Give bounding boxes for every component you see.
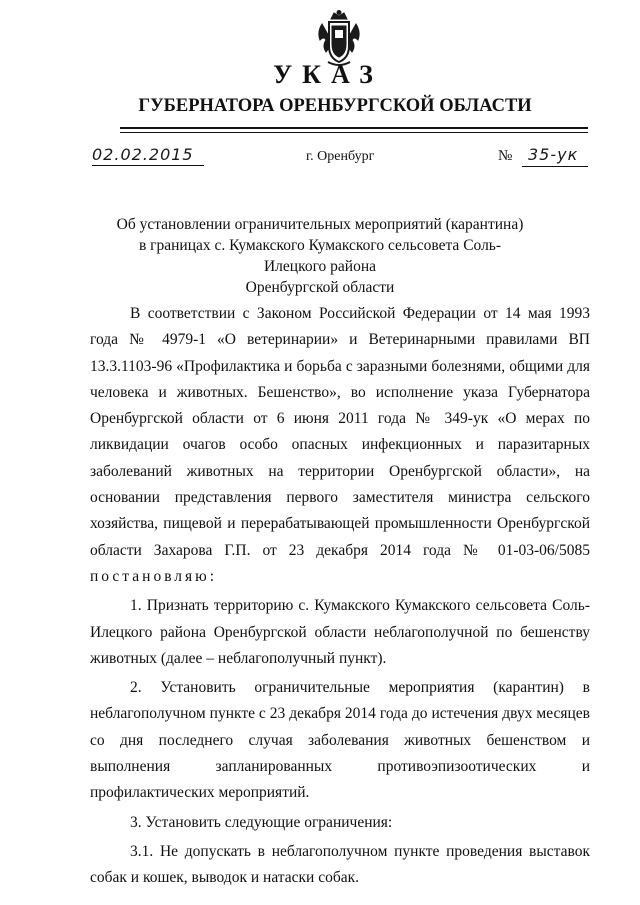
- number-sign: №: [498, 148, 513, 164]
- decree-date-field: [92, 145, 204, 166]
- clause-3-paragraph: 3. Установить следующие ограничения:: [130, 813, 393, 831]
- decree-body: [90, 301, 590, 892]
- clause-2-paragraph: 2. Установить ограничительные мероприятия (карантин) в неблагополучном пункте с 23 декабря 2014 года до истечения двух месяцев со дня последнего случая заболевания животных бешенством и выполнения запланированных противоэпизоотических и профилактических мероприятий.: [90, 679, 590, 802]
- clause-3-1-paragraph: 3.1. Не допускать в неблагополучном пункте проведения выставок собак и кошек, выводок и натаски собак.: [90, 842, 590, 887]
- heading-line-2: в границах с. Кумакского Кумакского сельсовета Соль-Илецкого района: [138, 237, 502, 275]
- number-underline: [522, 166, 588, 167]
- header-rule-thin: [120, 132, 588, 133]
- clause-1-paragraph: 1. Признать территорию с. Кумакского Кумакского сельсовета Соль-Илецкого района Оренбургской области неблагополучной по бешенству животных (далее – неблагополучный пункт).: [90, 597, 590, 667]
- preamble-text: В соответствии с Законом Российской Федерации от 14 мая 1993 года № 4979-1 «О ветеринарии» и Ветеринарными правилами ВП 13.3.1103-96 «Профилактика и борьба с заразными болезнями, общими для человека и животных. Бешенство», во исполнение указа Губернатора Оренбургской области от 6 июня 2011 года № 349-ук «О мерах по ликвидации очагов особо опасных инфекционных и паразитарных заболеваний животных на территории Оренбургской области», на основании представления первого заместителя министра сельского хозяйства, пищевой и перерабатывающей промышленности Оренбургской области Захарова Г.П. от 23 декабря 2014 года № 01-03-06/5085: [90, 305, 590, 559]
- header-rule-thick: [120, 127, 588, 129]
- decree-title: УКАЗ: [273, 60, 383, 89]
- decree-date: 02.02.2015: [92, 145, 194, 164]
- preamble-keyword: постановляю:: [90, 567, 218, 585]
- decree-heading: [110, 214, 530, 298]
- decree-subtitle: ГУБЕРНАТОРА ОРЕНБУРГСКОЙ ОБЛАСТИ: [138, 96, 532, 116]
- heading-line-1: Об установлении ограничительных мероприятий (карантина): [116, 216, 524, 233]
- date-underline: [92, 165, 204, 166]
- preamble-paragraph: [90, 301, 590, 590]
- decree-number: 35-ук: [528, 145, 579, 164]
- decree-city: г. Оренбург: [306, 149, 375, 164]
- heading-line-3: Оренбургской области: [245, 279, 395, 296]
